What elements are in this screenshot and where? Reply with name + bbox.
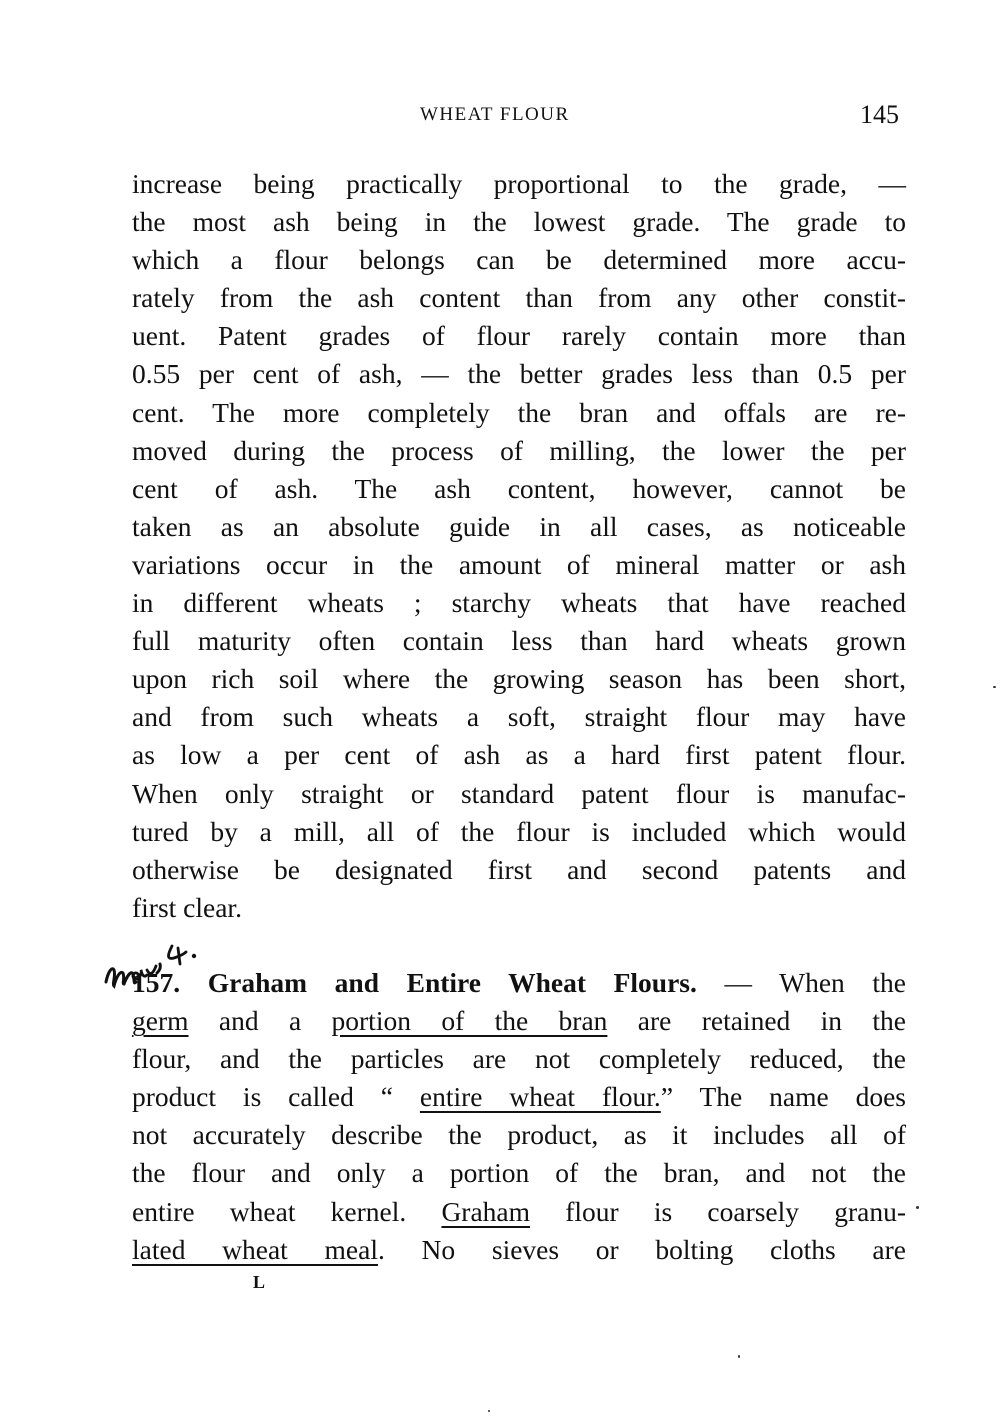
text-line: as low a per cent of ash as a hard first patent flour.: [132, 739, 906, 771]
underlined-text: portion of the bran: [331, 1005, 608, 1037]
text-segment: entire wheat kernel.: [132, 1195, 442, 1227]
text-line: first clear.: [132, 891, 242, 923]
running-head: WHEAT FLOUR: [420, 104, 570, 125]
scan-speck: [488, 1410, 490, 1412]
text-line: increase being practically proportional to the grade, —: [132, 168, 906, 199]
text-line: in different wheats ; starchy wheats that have reached: [132, 587, 906, 619]
text-line: cent. The more completely the bran and offals are re-: [132, 396, 906, 428]
text-line: and from such wheats a soft, straight flour may have: [132, 701, 906, 733]
section-heading-line: [132, 964, 906, 1002]
paragraph-ash-content: [132, 165, 906, 927]
text-line: upon rich soil where the growing season has been short,: [132, 663, 906, 695]
text-segment: ” The name does: [660, 1081, 906, 1113]
section-157-graham-flours: [132, 964, 906, 1269]
underlined-text: germ: [132, 1005, 189, 1037]
text-segment: product is called “: [132, 1081, 420, 1113]
text-segment: . No sieves or bolting cloths are: [377, 1233, 906, 1265]
text-line: uent. Patent grades of flour rarely contain more than: [132, 320, 906, 352]
underlined-text: entire wheat flour.: [419, 1081, 661, 1113]
text-line: [132, 1231, 906, 1269]
text-line: [132, 1193, 906, 1231]
section-heading: Graham and Entire Wheat Flours.: [207, 967, 697, 998]
text-line: tured by a mill, all of the flour is included which would: [132, 815, 906, 847]
text-line: [132, 1002, 906, 1040]
text-line: 0.55 per cent of ash, — the better grades less than 0.5 per: [132, 358, 906, 390]
text-line: [132, 1078, 906, 1116]
text-segment: are retained in the: [607, 1005, 906, 1037]
underlined-text: lated wheat meal: [132, 1233, 378, 1265]
text-line: otherwise be designated first and second patents and: [132, 853, 906, 885]
text-line: variations occur in the amount of mineral matter or ash: [132, 548, 906, 580]
heading-continuation: — When the: [696, 967, 907, 998]
text-line: moved during the process of milling, the lower the per: [132, 434, 906, 466]
underlined-text: Graham: [441, 1195, 531, 1227]
scan-speck: [993, 686, 996, 688]
text-segment: flour is coarsely granu-: [530, 1195, 906, 1227]
text-line: taken as an absolute guide in all cases, as noticeable: [132, 510, 906, 542]
scan-speck: [738, 1355, 740, 1358]
section-number: 157.: [132, 967, 181, 998]
text-segment: and a: [188, 1005, 332, 1037]
page-number: 145: [860, 100, 899, 129]
text-line: the most ash being in the lowest grade. The grade to: [132, 206, 906, 238]
text-line: rately from the ash content than from any other constit-: [132, 282, 906, 314]
text-line: which a flour belongs can be determined more accu-: [132, 244, 906, 276]
text-line: full maturity often contain less than hard wheats grown: [132, 625, 906, 657]
text-line: cent of ash. The ash content, however, cannot be: [132, 472, 906, 504]
signature-mark: L: [253, 1272, 266, 1292]
text-line: When only straight or standard patent flour is manufac-: [132, 777, 906, 809]
page-header: [0, 100, 1000, 140]
scan-speck: [916, 1206, 919, 1209]
text-line: flour, and the particles are not completely reduced, the: [132, 1043, 906, 1075]
text-line: not accurately describe the product, as it includes all of: [132, 1119, 906, 1151]
text-line: the flour and only a portion of the bran, and not the: [132, 1157, 906, 1189]
